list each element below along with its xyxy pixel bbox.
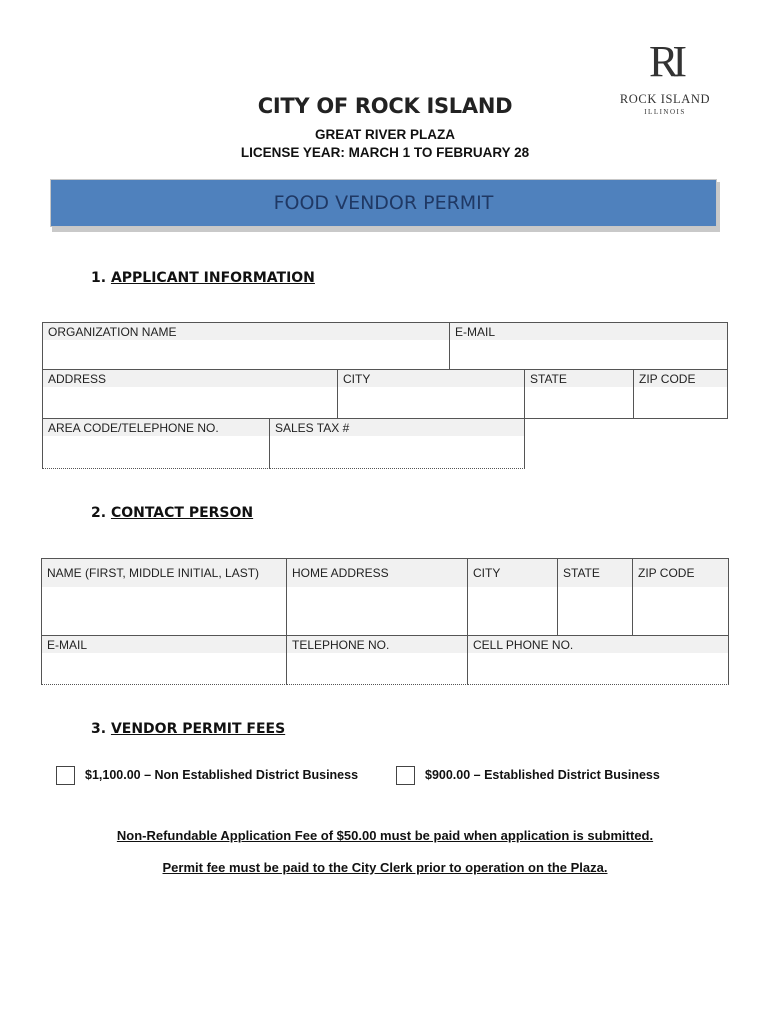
contact-city-field[interactable] — [467, 558, 558, 636]
field-label: CITY — [338, 370, 524, 387]
section-title: APPLICANT INFORMATION — [110, 270, 315, 286]
applicant-email-field[interactable] — [449, 322, 728, 370]
applicant-zip-field[interactable] — [633, 369, 728, 419]
field-label: CITY — [468, 559, 557, 587]
field-label: ADDRESS — [43, 370, 337, 387]
rock-island-logo — [610, 38, 720, 122]
application-fee-note: Non-Refundable Application Fee of $50.00 must be paid when application is submitted. — [116, 828, 654, 843]
section-title: CONTACT PERSON — [110, 505, 254, 521]
applicant-state-field[interactable] — [524, 369, 634, 419]
applicant-city-field[interactable] — [337, 369, 525, 419]
contact-email-field[interactable] — [41, 635, 287, 685]
field-label: E-MAIL — [450, 323, 727, 340]
field-label: STATE — [525, 370, 633, 387]
contact-cell-phone-field[interactable] — [467, 635, 729, 685]
section-number: 3. — [91, 721, 107, 737]
field-label: CELL PHONE NO. — [468, 636, 728, 653]
field-label: ZIP CODE — [634, 370, 727, 387]
section-number: 2. — [91, 505, 107, 521]
field-label: E-MAIL — [42, 636, 286, 653]
section-contact-heading — [91, 505, 253, 521]
field-label: ZIP CODE — [633, 559, 728, 587]
section-title: VENDOR PERMIT FEES — [110, 721, 286, 737]
field-label: AREA CODE/TELEPHONE NO. — [43, 419, 269, 436]
field-label: NAME (FIRST, MIDDLE INITIAL, LAST) — [42, 559, 286, 587]
license-year: LICENSE YEAR: MARCH 1 TO FEBRUARY 28 — [240, 145, 530, 160]
logo-name: ROCK ISLAND — [619, 92, 711, 106]
established-fee-label: $900.00 – Established District Business — [425, 768, 660, 782]
section-number: 1. — [91, 270, 107, 286]
field-label: TELEPHONE NO. — [287, 636, 467, 653]
sales-tax-field[interactable] — [269, 418, 525, 469]
applicant-phone-field[interactable] — [42, 418, 270, 469]
non-established-fee-label: $1,100.00 – Non Established District Business — [85, 768, 359, 782]
field-label: SALES TAX # — [270, 419, 524, 436]
established-fee-checkbox[interactable] — [396, 766, 415, 785]
non-established-fee-checkbox[interactable] — [56, 766, 75, 785]
contact-home-address-field[interactable] — [286, 558, 468, 636]
contact-name-field[interactable] — [41, 558, 287, 636]
contact-telephone-field[interactable] — [286, 635, 468, 685]
logo-state: ILLINOIS — [644, 108, 686, 116]
contact-zip-field[interactable] — [632, 558, 729, 636]
field-label: STATE — [558, 559, 632, 587]
field-label: HOME ADDRESS — [287, 559, 467, 587]
applicant-address-field[interactable] — [42, 369, 338, 419]
form-title-banner: FOOD VENDOR PERMIT — [50, 179, 717, 227]
permit-fee-note: Permit fee must be paid to the City Clerk prior to operation on the Plaza. — [162, 860, 608, 875]
city-title: CITY OF ROCK ISLAND — [257, 94, 513, 118]
contact-state-field[interactable] — [557, 558, 633, 636]
organization-name-field[interactable] — [42, 322, 450, 370]
section-fees-heading — [91, 721, 285, 737]
logo-mark: RI — [649, 37, 681, 86]
section-applicant-heading — [91, 270, 315, 286]
field-label: ORGANIZATION NAME — [43, 323, 449, 340]
plaza-subtitle: GREAT RIVER PLAZA — [314, 127, 455, 142]
